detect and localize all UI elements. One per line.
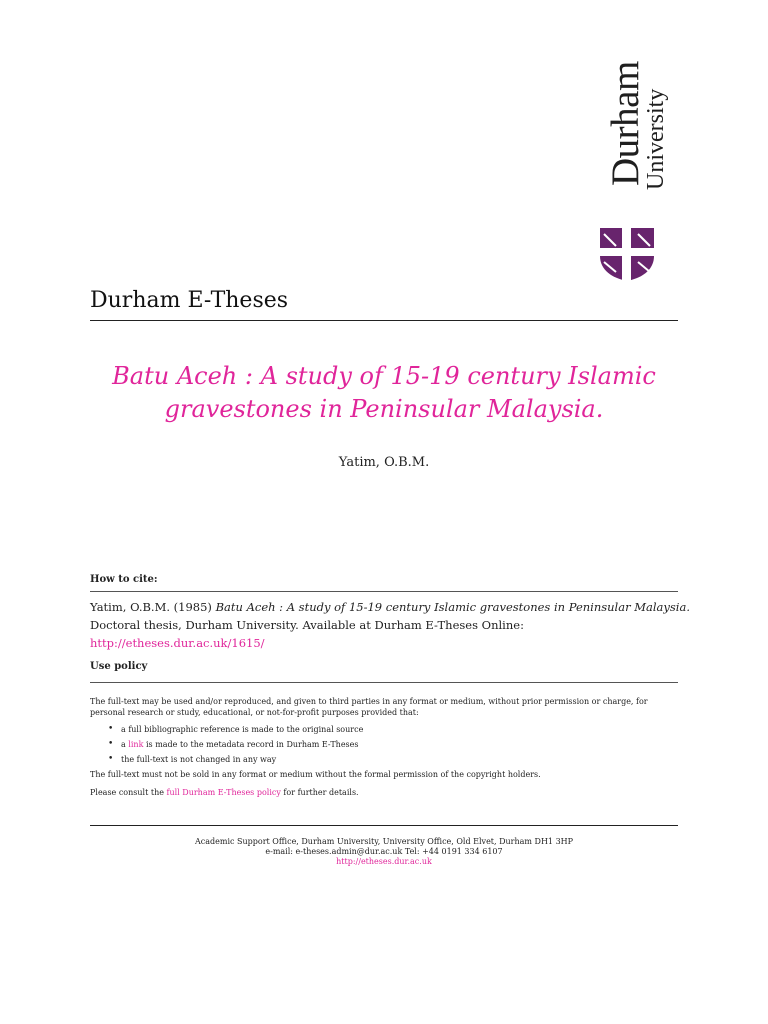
citation-title: Batu Aceh : A study of 15-19 century Islamic gravestones in Peninsular Malaysia. (215, 600, 690, 614)
consult-prefix: Please consult the (90, 788, 167, 797)
condition-link-prefix: a (121, 740, 129, 749)
condition-unchanged: the full-text is not changed in any way (121, 755, 277, 764)
citation (90, 598, 690, 652)
logo-wordmark-sub: University (643, 88, 669, 190)
divider (90, 591, 678, 592)
list-item (108, 724, 363, 739)
list-item (108, 754, 363, 769)
divider (90, 320, 678, 321)
how-to-cite-heading: How to cite: (90, 574, 158, 585)
site-title: Durham E-Theses (90, 288, 289, 313)
divider (90, 682, 678, 683)
author: Yatim, O.B.M. (338, 455, 430, 470)
use-policy-heading: Use policy (90, 661, 148, 672)
footer-address: Academic Support Office, Durham University, University Office, Old Elvet, Durham DH1 3HP (194, 837, 574, 846)
list-item (108, 739, 363, 754)
policy-consult (90, 787, 680, 798)
policy-conditions-list (108, 724, 363, 769)
thesis-title-line-1: Batu Aceh : A study of 15-19 century Islamic (112, 362, 656, 390)
full-policy-link[interactable]: full Durham E-Theses policy (166, 788, 281, 797)
citation-details: Doctoral thesis, Durham University. Available at Durham E-Theses Online: (90, 618, 524, 632)
citation-url-link[interactable]: http://etheses.dur.ac.uk/1615/ (90, 636, 265, 650)
consult-suffix: for further details. (280, 788, 359, 797)
policy-intro: The full-text may be used and/or reproduced, and given to third parties in any format or medium, without prior permission or charge, for personal research or study, educational, or not-for-profit purposes provided that: (90, 697, 648, 717)
footer-url-link[interactable]: http://etheses.dur.ac.uk (336, 857, 432, 866)
policy-not-sold: The full-text must not be sold in any format or medium without the formal permission of the copyright holders. (90, 770, 541, 779)
divider (90, 825, 678, 826)
durham-shield-icon (598, 226, 656, 282)
citation-prefix: Yatim, O.B.M. (1985) (90, 600, 216, 614)
metadata-link[interactable]: link (128, 740, 144, 749)
thesis-title-line-2: gravestones in Peninsular Malaysia. (164, 395, 604, 423)
logo-wordmark: Durham (604, 61, 647, 186)
footer (90, 837, 678, 867)
footer-contact: e-mail: e-theses.admin@dur.ac.uk Tel: +44 0191 334 6107 (265, 847, 503, 856)
condition-link-suffix: is made to the metadata record in Durham E-Theses (143, 740, 359, 749)
condition-reference: a full bibliographic reference is made to the original source (121, 725, 364, 734)
thesis-title (90, 360, 678, 426)
